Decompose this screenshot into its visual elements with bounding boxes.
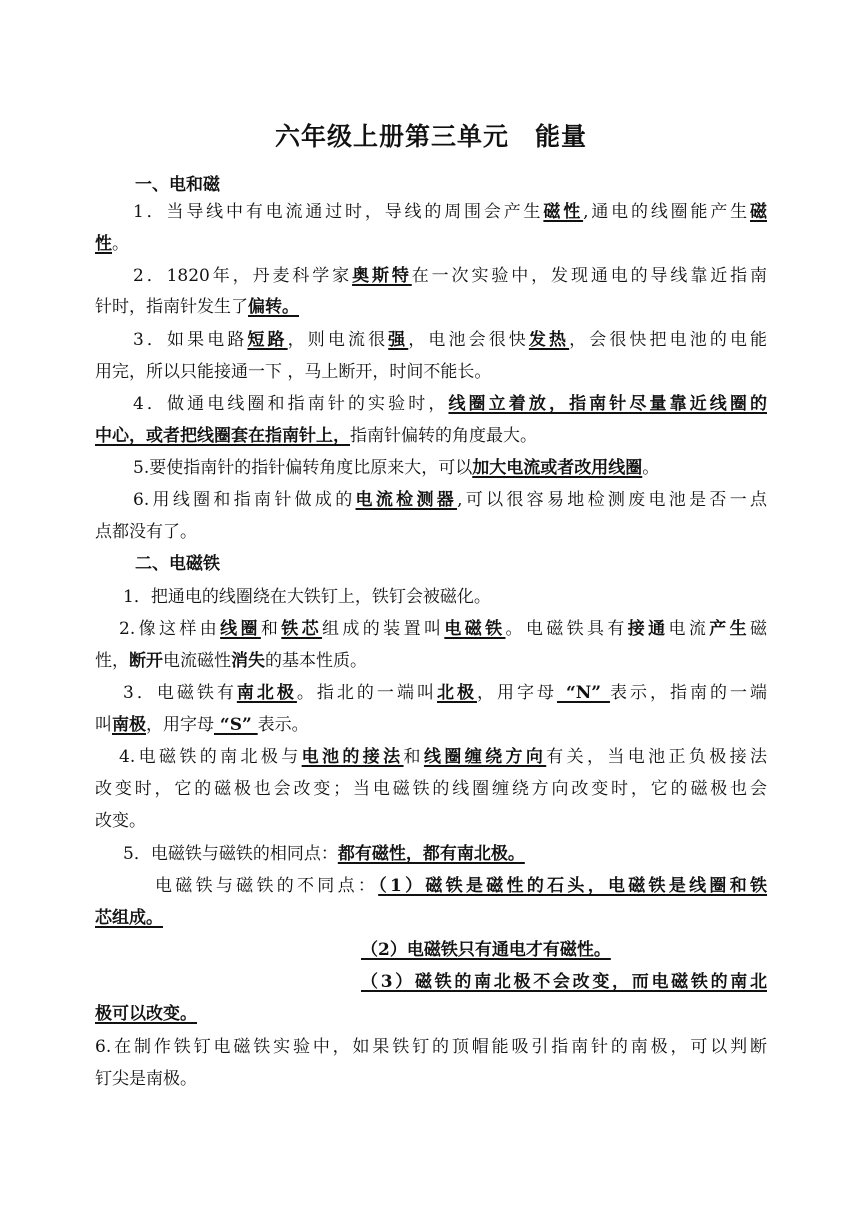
s2-p5-same: 5．电磁铁与磁铁的相同点：都有磁性，都有南北极。 [123, 844, 525, 864]
s2-p4-line3: 改变。 [95, 811, 146, 831]
s1-p1-line1: 1．当导线中有电流通过时，导线的周围会产生磁性,通电的线圈能产生磁 [133, 202, 768, 222]
s2-p5-diff-item2: （2）电磁铁只有通电才有磁性。 [361, 940, 611, 960]
s1-p6-line2: 点都没有了。 [95, 522, 197, 542]
s2-p6-line1: 6.在制作铁钉电磁铁实验中，如果铁钉的顶帽能吸引指南针的南极，可以判断 [95, 1037, 767, 1057]
s2-p4-line2: 改变时，它的磁极也会改变；当电磁铁的线圈缠绕方向改变时，它的磁极也会 [95, 779, 767, 799]
s2-p1: 1．把通电的线圈绕在大铁钉上，铁钉会被磁化。 [123, 587, 491, 607]
section-heading-electromagnet: 二、电磁铁 [135, 554, 220, 574]
s1-p3-line1: 3．如果电路短路，则电流很强，电池会很快发热，会很快把电池的电能 [133, 330, 768, 350]
s1-p2-line2: 针时，指南针发生了偏转。 [95, 297, 299, 317]
s1-p1-line2: 性。 [95, 234, 129, 254]
s2-p6-line2: 钉尖是南极。 [95, 1069, 197, 1089]
page-title: 六年级上册第三单元 能量 [274, 122, 587, 151]
s2-p2-line1: 2.像这样由线圈和铁芯组成的装置叫电磁铁。电磁铁具有接通电流产生磁 [119, 619, 768, 639]
s1-p5: 5.要使指南针的指针偏转角度比原来大，可以加大电流或者改用线圈。 [133, 458, 660, 478]
s1-p4-line1: 4．做通电线圈和指南针的实验时，线圈立着放，指南针尽量靠近线圈的 [133, 394, 767, 414]
s2-p3-line2: 叫南极，用字母 “S” 表示。 [95, 715, 309, 735]
s2-p5-diff-line1: 电磁铁与磁铁的不同点：（1）磁铁是磁性的石头，电磁铁是线圈和铁 [155, 876, 768, 896]
s2-p4-line1: 4.电磁铁的南北极与电池的接法和线圈缠绕方向有关，当电池正负极接法 [119, 747, 768, 767]
s2-p5-diff-item3-line2: 极可以改变。 [95, 1004, 197, 1024]
section-heading-electricity-magnetism: 一、电和磁 [135, 175, 220, 195]
s1-p2-line1: 2．1820年，丹麦科学家奥斯特在一次实验中，发现通电的导线靠近指南 [133, 266, 768, 286]
s2-p5-diff-line2: 芯组成。 [95, 908, 163, 928]
s2-p3-line1: 3．电磁铁有南北极。指北的一端叫北极，用字母 “N” 表示，指南的一端 [123, 683, 768, 703]
s2-p2-line2: 性，断开电流磁性消失的基本性质。 [95, 651, 367, 671]
s1-p6-line1: 6.用线圈和指南针做成的电流检测器,可以很容易地检测废电池是否一点 [133, 490, 767, 510]
s2-p5-diff-item3-line1: （3）磁铁的南北极不会改变，而电磁铁的南北 [361, 972, 767, 992]
s1-p3-line2: 用完，所以只能接通一下 ，马上断开，时间不能长。 [95, 362, 492, 382]
s1-p4-line2: 中心，或者把线圈套在指南针上，指南针偏转的角度最大。 [95, 426, 537, 446]
